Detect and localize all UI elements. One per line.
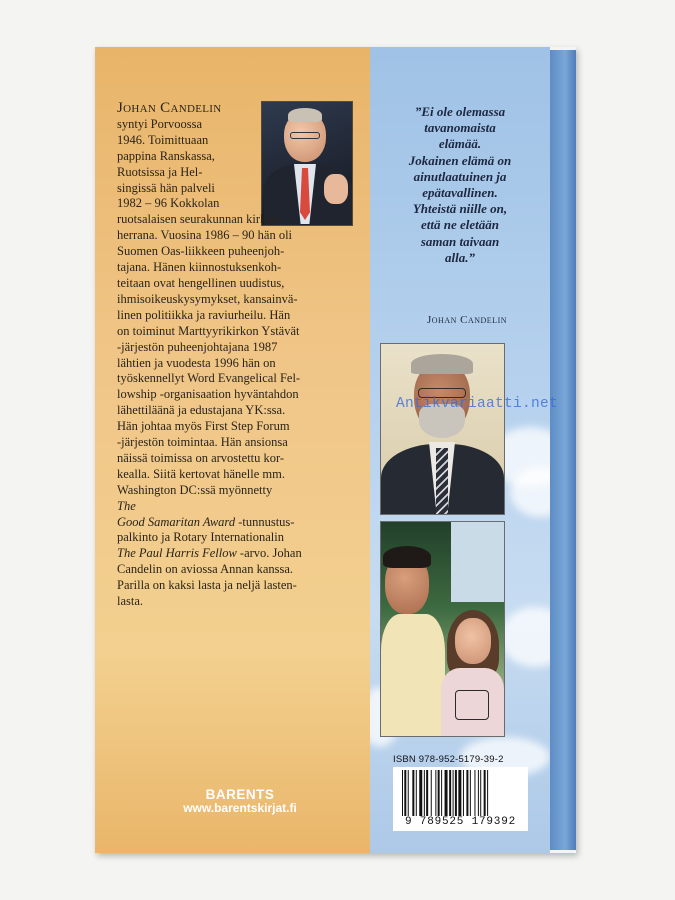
publisher — [170, 787, 310, 815]
barcode-bar — [412, 770, 414, 816]
award1-suffix: -tunnustus- — [235, 514, 295, 529]
barcode-bar — [408, 770, 409, 816]
photo-girl-face — [455, 618, 491, 664]
bio-line: syntyi Porvoossa — [117, 116, 203, 131]
author-bio — [117, 101, 362, 610]
bio-line: lowship -organisaation hyväntahdon — [117, 387, 299, 402]
barcode-bar — [431, 770, 432, 816]
bio-line: singissä hän palveli — [117, 180, 215, 195]
barcode-digits: 9 789525 179392 — [404, 816, 517, 828]
bio-line: pappina Ranskassa, — [117, 148, 215, 163]
watermark-text: Antikvariaatti.net — [396, 396, 559, 412]
bio-line-award — [117, 515, 362, 531]
bio-line-award — [117, 499, 362, 515]
barcode-bar — [478, 770, 479, 816]
bio-line: lasta. — [117, 594, 144, 609]
barcode-bar — [463, 770, 464, 816]
quote-line: Jokainen elämä on — [408, 152, 512, 168]
bio-line: työskennellyt Word Evangelical Fel- — [117, 371, 301, 386]
photo-hair — [411, 354, 473, 374]
bio-line: Washington DC:ssä myönnetty — [117, 482, 273, 497]
bio-line: 1946. Toimittuaan — [117, 132, 209, 147]
bio-line: Suomen Oas-liikkeen puheenjoh- — [117, 244, 285, 259]
family-photo — [381, 522, 504, 736]
bio-tail — [117, 562, 362, 610]
barcode-bar — [435, 770, 436, 816]
barcode-box — [393, 767, 528, 831]
barcode-bar — [426, 770, 428, 816]
barcode-bar — [441, 770, 442, 816]
publisher-url: www.barentskirjat.fi — [183, 801, 297, 815]
award2-suffix: -arvo. Johan — [236, 546, 302, 561]
cloud — [500, 607, 550, 667]
barcode-bar — [419, 770, 422, 816]
quote-line: ”Ei ole olemassa — [414, 104, 506, 119]
barcode-bar — [445, 770, 448, 816]
photo-girl-shirt-print — [455, 690, 489, 720]
quote-line: epätavallinen. — [422, 185, 498, 201]
bio-line: Parilla on kaksi lasta ja neljä lasten- — [117, 578, 297, 593]
bio-line: on toiminut Marttyyrikirkon Ystävät — [117, 323, 300, 338]
quote-line: elämää. — [438, 136, 482, 152]
publisher-name: BARENTS — [205, 787, 275, 802]
bio-line: linen politiikka ja raviurheilu. Hän — [117, 307, 291, 322]
bearded-man-photo — [381, 344, 504, 514]
quote-line: tavanomaista — [424, 120, 496, 136]
bio-line: ruotsalaisen seurakunnan kirkko- — [117, 212, 283, 227]
bio-line: herrana. Vuosina 1986 – 90 hän oli — [117, 228, 293, 243]
barcode-bar — [480, 770, 481, 816]
bio-line: teitaan ovat hengellinen uudistus, — [117, 275, 285, 290]
barcode-bar — [402, 770, 403, 816]
barcode-icon — [401, 770, 521, 816]
award1-italic-b: Good Samaritan Award — [117, 514, 236, 529]
photo-tie — [436, 448, 448, 514]
bio-line-award2 — [117, 546, 362, 562]
barcode-bar — [484, 770, 486, 816]
quote-line: ainutlaatuinen ja — [413, 168, 507, 184]
bio-line-palkinto: palkinto ja Rotary Internationalin — [117, 530, 284, 545]
quote — [380, 104, 540, 266]
bio-line: lähtien ja vuodesta 1996 hän on — [117, 355, 276, 370]
barcode-bar — [474, 770, 475, 816]
barcode-bar — [455, 770, 457, 816]
bio-line: näissä toimissa on arvostettu kor- — [117, 450, 285, 465]
barcode-bar — [458, 770, 461, 816]
bio-lines — [117, 117, 362, 499]
bio-line: lähettiläänä ja edustajana YK:ssa. — [117, 403, 286, 418]
barcode-bar — [470, 770, 471, 816]
barcode-bar — [449, 770, 451, 816]
bio-line: -järjestön toimintaa. Hän ansionsa — [117, 435, 288, 450]
barcode-bar — [416, 770, 417, 816]
bio-line: Candelin on aviossa Annan kanssa. — [117, 562, 294, 577]
barcode-bar — [487, 770, 488, 816]
quote-line: Yhteistä niille on, — [412, 201, 508, 217]
isbn-label: ISBN 978-952-5179-39-2 — [393, 754, 504, 765]
bio-line: Hän johtaa myös First Step Forum — [117, 419, 290, 434]
barcode-bar — [466, 770, 468, 816]
barcode-bar — [453, 770, 454, 816]
book-spine — [549, 50, 576, 850]
bio-line: ihmisoikeuskysymykset, kansainvä- — [117, 291, 298, 306]
photo-sky — [451, 522, 504, 602]
barcode-bar — [438, 770, 440, 816]
quote-attribution: Johan Candelin — [426, 314, 508, 326]
bio-line: tajana. Hänen kiinnostuksenkoh- — [117, 260, 282, 275]
bio-line: kealla. Siitä kertovat hänelle mm. — [117, 466, 285, 481]
bio-line: 1982 – 96 Kokkolan — [117, 196, 220, 211]
barcode-bar — [404, 770, 406, 816]
award2-italic: The Paul Harris Fellow — [117, 546, 237, 561]
quote-line: alla.” — [445, 249, 475, 265]
photo-man-shirt — [381, 614, 445, 736]
author-name: Johan Candelin — [117, 100, 222, 116]
quote-line: että ne eletään — [421, 217, 499, 233]
bio-line: Ruotsissa ja Hel- — [117, 164, 203, 179]
photo-man-hair — [383, 546, 431, 568]
barcode-bar — [424, 770, 425, 816]
quote-line: saman taivaan — [420, 233, 500, 249]
award1-italic-a: The — [117, 498, 136, 513]
bio-line: -järjestön puheenjohtajana 1987 — [117, 339, 278, 354]
